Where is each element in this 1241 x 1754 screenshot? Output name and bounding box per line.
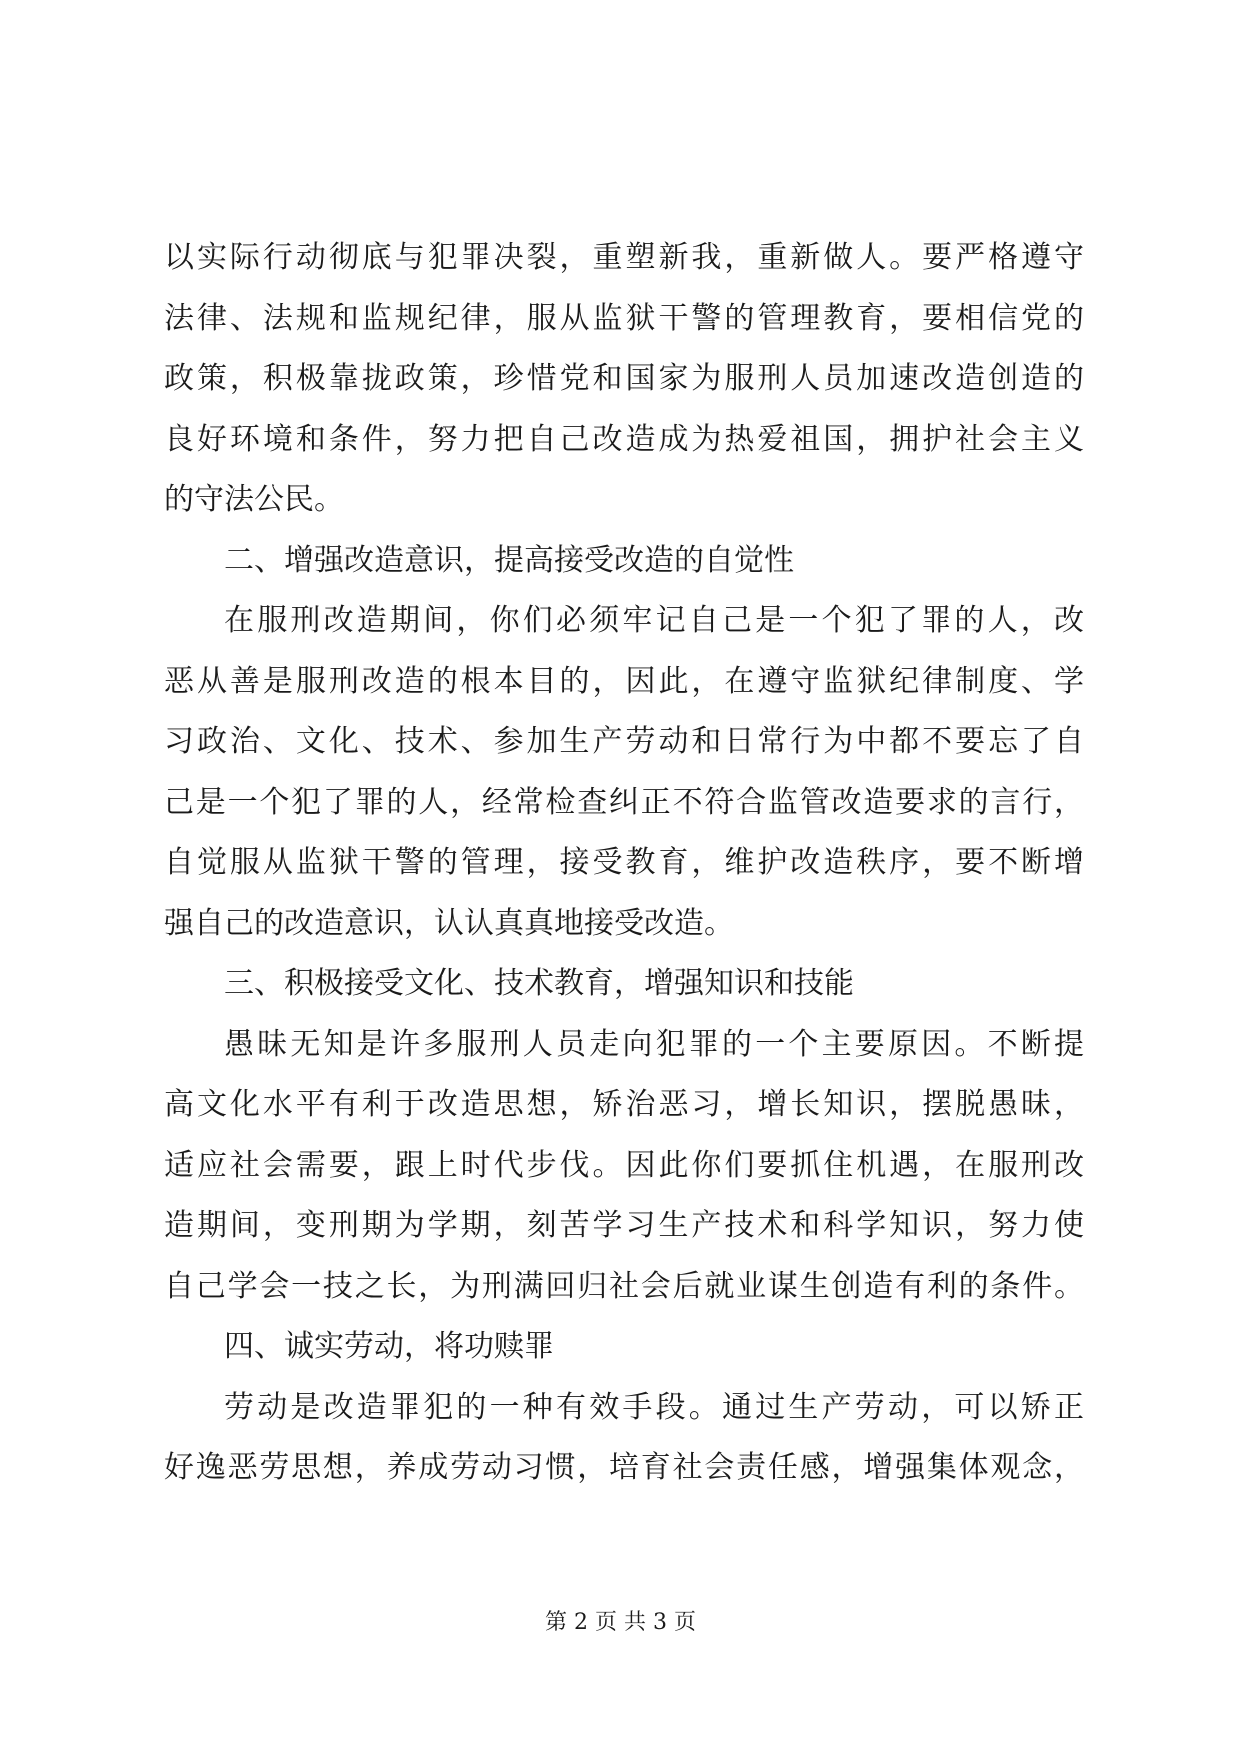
text-line: 适应社会需要，跟上时代步伐。因此你们要抓住机遇，在服刑改: [164, 1147, 1084, 1183]
text-line: 三、积极接受文化、技术教育，增强知识和技能: [224, 966, 854, 1001]
text-line: 以实际行动彻底与犯罪决裂，重塑新我，重新做人。要严格遵守: [164, 240, 1084, 275]
text-line: 造期间，变刑期为学期，刻苦学习生产技术和科学知识，努力使: [164, 1208, 1084, 1243]
text-line: 良好环境和条件，努力把自己改造成为热爱祖国，拥护社会主义: [164, 421, 1084, 457]
text-line: 己是一个犯了罪的人，经常检查纠正不符合监管改造要求的言行，: [164, 784, 1084, 820]
text-line: 政策，积极靠拢政策，珍惜党和国家为服刑人员加速改造创造的: [164, 361, 1084, 396]
page-number-footer: 第 2 页 共 3 页: [545, 1610, 696, 1635]
text-line: 四、诚实劳动，将功赎罪: [224, 1329, 554, 1364]
text-line: 习政治、文化、技术、参加生产劳动和日常行为中都不要忘了自: [164, 724, 1084, 759]
text-line: 二、增强改造意识，提高接受改造的自觉性: [224, 542, 794, 578]
text-line: 强自己的改造意识，认认真真地接受改造。: [164, 905, 734, 941]
text-line: 在服刑改造期间，你们必须牢记自己是一个犯了罪的人，改: [224, 603, 1084, 638]
document-body: [164, 228, 1084, 1499]
text-line: 高文化水平有利于改造思想，矫治恶习，增长知识，摆脱愚昧，: [164, 1087, 1084, 1122]
text-line: 好逸恶劳思想，养成劳动习惯，培育社会责任感，增强集体观念，: [164, 1450, 1084, 1485]
text-line: 的守法公民。: [164, 482, 344, 517]
text-line: 愚昧无知是许多服刑人员走向犯罪的一个主要原因。不断提: [224, 1026, 1084, 1062]
text-line: 自己学会一技之长，为刑满回归社会后就业谋生创造有利的条件。: [164, 1268, 1084, 1304]
text-line: 法律、法规和监规纪律，服从监狱干警的管理教育，要相信党的: [164, 300, 1084, 336]
text-line: 劳动是改造罪犯的一种有效手段。通过生产劳动，可以矫正: [224, 1389, 1084, 1425]
text-line: 恶从善是服刑改造的根本目的，因此，在遵守监狱纪律制度、学: [164, 663, 1084, 699]
text-line: 自觉服从监狱干警的管理，接受教育，维护改造秩序，要不断增: [164, 845, 1084, 880]
